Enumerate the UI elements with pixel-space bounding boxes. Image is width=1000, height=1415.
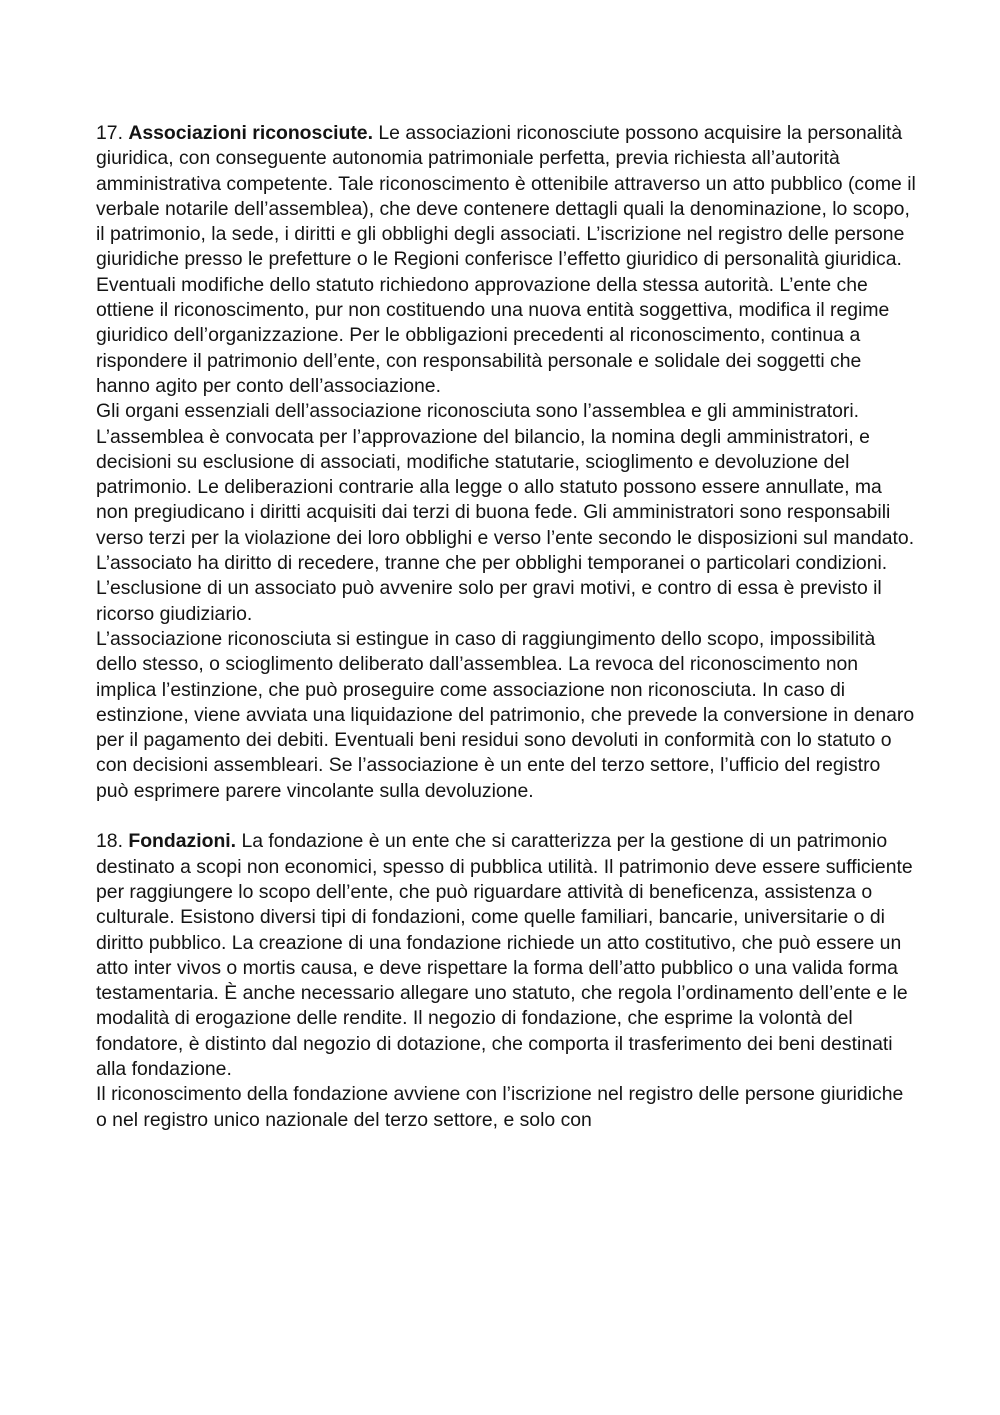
paragraph-text: Le associazioni riconosciute possono acquisire la personalità giuridica, con conseguente autonomia patrimoniale perfetta, previa richiesta all’autorità amministrativa competente. Tale riconoscimento è ottenibile attraverso un atto pubblico (come il verbale notarile dell’assemblea), che deve contenere dettagli quali la denominazione, lo scopo, il patrimonio, la sede, i diritti e gli obblighi degli associati. L’iscrizione nel registro delle persone giuridiche presso le prefetture o le Regioni conferisce l’effetto giuridico di personalità giuridica. Eventuali modifiche dello statuto richiedono approvazione della stessa autorità. L’ente che ottiene il riconoscimento, pur non costituendo una nuova entità soggettiva, modifica il regime giuridico dell’organizzazione. Per le obbligazioni precedenti al riconoscimento, continua a rispondere il patrimonio dell’ente, con responsabilità personale e solidale dei soggetti che hanno agito per conto dell’associazione. [96, 122, 916, 397]
section-fondazioni [96, 829, 916, 1133]
section-paragraph: L’associazione riconosciuta si estingue in caso di raggiungimento dello scopo, impossibilità dello stesso, o scioglimento deliberato dall’assemblea. La revoca del riconoscimento non implica l’estinzione, che può proseguire come associazione non riconosciuta. In caso di estinzione, viene avviata una liquidazione del patrimonio, che prevede la conversione in denaro per il pagamento dei debiti. Eventuali beni residui sono devoluti in conformità con lo statuto o con decisioni assembleari. Se l’associazione è un ente del terzo settore, l’ufficio del registro può esprimere parere vincolante sulla devoluzione. [96, 627, 915, 802]
document-page [96, 121, 916, 1133]
section-paragraph [96, 121, 916, 399]
section-number: 18. [96, 830, 123, 853]
paragraph-text: La fondazione è un ente che si caratterizza per la gestione di un patrimonio destinato a scopi non economici, spesso di pubblica utilità. Il patrimonio deve essere sufficiente per raggiungere lo scopo dell’ente, che può riguardare attività di beneficenza, assistenza o culturale. Esistono diversi tipi di fondazioni, come quelle familiari, bancarie, universitarie o di diritto pubblico. La creazione di una fondazione richiede un atto costitutivo, che può essere un atto inter vivos o mortis causa, e deve rispettare la forma dell’atto pubblico o una valida forma testamentaria. È anche necessario allegare uno statuto, che regola l’ordinamento dell’ente e le modalità di erogazione delle rendite. Il negozio di fondazione, che esprime la volontà del fondatore, è distinto dal negozio di dotazione, che comporta il trasferimento dei beni destinati alla fondazione. [96, 830, 913, 1080]
section-associazioni-riconosciute [96, 121, 916, 804]
section-paragraph: Gli organi essenziali dell’associazione riconosciuta sono l’assemblea e gli amministratori. L’assemblea è convocata per l’approvazione del bilancio, la nomina degli amministratori, e decisioni su esclusione di associati, modifiche statutarie, scioglimento e devoluzione del patrimonio. Le deliberazioni contrarie alla legge o allo statuto possono essere annullate, ma non pregiudicano i diritti acquisiti dai terzi di buona fede. Gli amministratori sono responsabili verso terzi per la violazione dei loro obblighi e verso l’ente secondo le disposizioni sul mandato. L’associato ha diritto di recedere, tranne che per obblighi temporanei o particolari condizioni. L’esclusione di un associato può avvenire solo per gravi motivi, e contro di essa è previsto il ricorso giudiziario. [96, 400, 915, 625]
section-number: 17. [96, 122, 123, 144]
section-heading: Fondazioni. [128, 830, 237, 853]
section-paragraph: Il riconoscimento della fondazione avviene con l’iscrizione nel registro delle persone giuridiche o nel registro unico nazionale del terzo settore, e solo con [96, 1083, 904, 1131]
section-heading: Associazioni riconosciute. [128, 122, 373, 144]
section-paragraph [96, 829, 916, 1082]
